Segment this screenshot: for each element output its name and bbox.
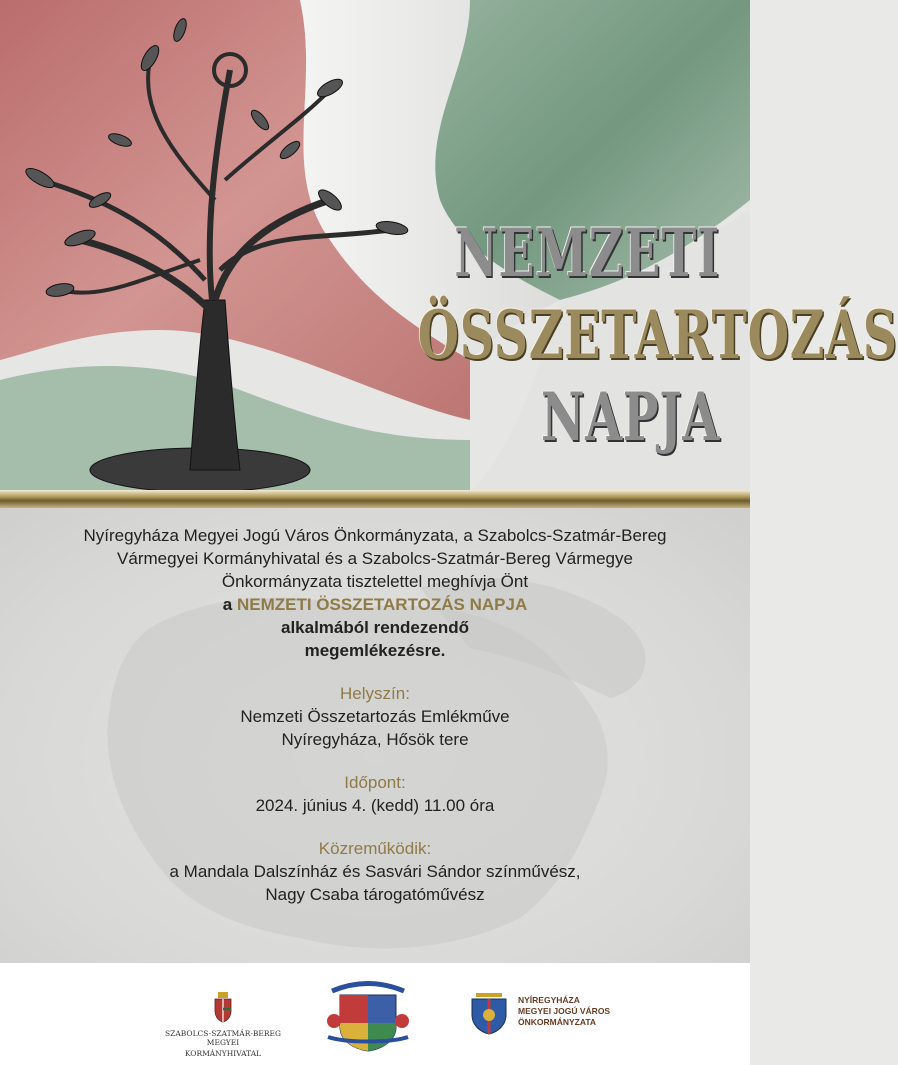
nyiregyhaza-name bbox=[518, 995, 610, 1028]
performers-line-2: Nagy Csaba tárogatóművész bbox=[265, 885, 485, 904]
title-line-1: NEMZETI bbox=[454, 214, 720, 292]
gold-divider bbox=[0, 490, 750, 508]
occasion-line bbox=[0, 593, 750, 616]
time-value: 2024. június 4. (kedd) 11.00 óra bbox=[255, 796, 495, 815]
nyiregyhaza-name-2: MEGYEI JOGÚ VÁROS bbox=[518, 1006, 611, 1016]
time-label: Időpont: bbox=[344, 773, 406, 792]
performers-line-1: a Mandala Dalszínház és Sasvári Sándor színművész, bbox=[169, 862, 581, 881]
invitation-body bbox=[0, 508, 750, 963]
venue-label: Helyszín: bbox=[340, 684, 410, 703]
title-line-2: ÖSSZETARTOZÁS bbox=[417, 296, 898, 374]
event-title bbox=[300, 212, 898, 458]
intro-line-3: Önkormányzata tisztelettel meghívja Önt bbox=[221, 572, 529, 591]
nyiregyhaza-logo bbox=[468, 991, 668, 1039]
venue-line-1: Nemzeti Összetartozás Emlékműve bbox=[240, 707, 510, 726]
kormanyhivatal-logo bbox=[148, 991, 298, 1058]
nyiregyhaza-name-3: ÖNKORMÁNYZATA bbox=[518, 1017, 597, 1027]
venue-line-2: Nyíregyháza, Hősök tere bbox=[281, 730, 469, 749]
kormanyhivatal-name-2: KORMÁNYHIVATAL bbox=[184, 1049, 262, 1058]
city-coat-of-arms-icon bbox=[468, 991, 510, 1035]
occasion-name: NEMZETI ÖSSZETARTOZÁS NAPJA bbox=[236, 595, 528, 614]
occasion-prefix: a bbox=[222, 595, 237, 614]
intro-line-1: Nyíregyháza Megyei Jogú Város Önkormányzata, a Szabolcs-Szatmár-Bereg bbox=[83, 526, 667, 545]
coat-of-arms-icon bbox=[213, 991, 233, 1023]
county-crest-icon bbox=[326, 981, 410, 1053]
title-line-3: NAPJA bbox=[541, 378, 720, 456]
performers-label: Közreműködik: bbox=[318, 839, 432, 858]
nyiregyhaza-name-1: NYÍREGYHÁZA bbox=[518, 995, 580, 1005]
kormanyhivatal-name-1: SZABOLCS-SZATMÁR-BEREG MEGYEI bbox=[165, 1029, 281, 1047]
invitation-text bbox=[0, 524, 750, 906]
intro-line-2: Vármegyei Kormányhivatal és a Szabolcs-Szatmár-Bereg Vármegye bbox=[117, 549, 633, 568]
hero-banner bbox=[0, 0, 898, 493]
occasion-line-3: megemlékezésre. bbox=[304, 641, 446, 660]
occasion-line-2: alkalmából rendezendő bbox=[281, 618, 469, 637]
sponsor-footer bbox=[0, 963, 750, 1065]
